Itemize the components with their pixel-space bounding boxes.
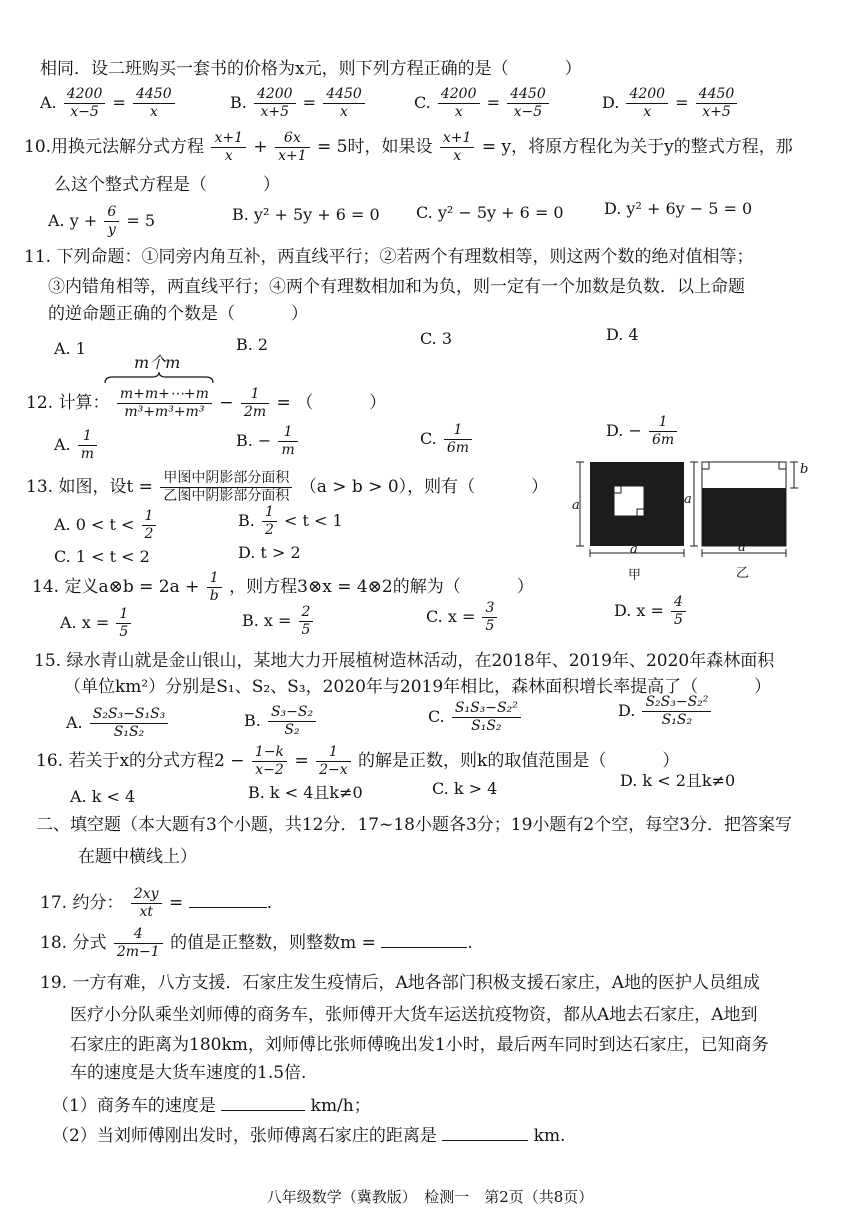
- q9-option-c: C. $\frac{4200}{x}$ = $\frac{4450}{x-5}$: [414, 86, 551, 121]
- q9-option-d: D. $\frac{4200}{x}$ = $\frac{4450}{x+5}$: [602, 86, 739, 121]
- q17: 17. 约分： $\frac{2xy}{xt}$ = .: [40, 886, 273, 920]
- q14-option-c: C. x = $\frac{3}{5}$: [426, 600, 499, 635]
- q13-figure: [570, 452, 830, 584]
- q19-line2: 医疗小分队乘坐刘师傅的商务车，张师傅开大货车运送抗疫物资，都从A地去石家庄，A地到: [70, 1005, 758, 1025]
- section2-heading-line2: 在题中横线上）: [78, 847, 197, 867]
- q15-option-d: D. $\frac{\text{S₂S₃−S₂²}}{\text{S₁S₂}}$: [618, 694, 713, 729]
- q11-line2: ③内错角相等，两直线平行；④两个有理数相加和为负，则一定有一个加数是负数．以上命题: [48, 277, 745, 297]
- q10-stem: 10.用换元法解分式方程 $\frac{x+1}{x}$ + $\frac{6x}{x+1}$ = 5时，如果设 $\frac{x+1}{x}$ = y，将原方程化为关于y的整式方程，那: [24, 130, 793, 164]
- q14-option-d: D. x = $\frac{4}{5}$: [614, 594, 688, 629]
- q11-option-a: A. 1: [54, 339, 86, 358]
- q13-option-d: D. t > 2: [238, 543, 301, 562]
- q19-line1: 19. 一方有难，八方支援．石家庄发生疫情后，A地各部门积极支援石家庄，A地的医护人员组成: [40, 973, 760, 993]
- q13-option-c: C. 1 < t < 2: [54, 547, 150, 566]
- q19-sub1-answer-blank[interactable]: [221, 1094, 305, 1111]
- q12-option-d: D. − $\frac{1}{6m}$: [606, 414, 679, 449]
- q15-option-b: B. $\frac{\text{S₃−S₂}}{\text{S₂}}$: [244, 704, 318, 739]
- q16-option-a: A. k < 4: [70, 787, 136, 806]
- q15-line2: （单位km²）分别是S₁、S₂、S₃，2020年与2019年相比，森林面积增长率提高了（ ）: [64, 677, 772, 697]
- q15-option-a: A. $\frac{\text{S₂S₃−S₁S₃}}{\text{S₁S₂}}$: [66, 706, 170, 741]
- q19-sub2: （2）当刘师傅刚出发时，张师傅离石家庄的距离是 km.: [52, 1126, 566, 1146]
- fig-jia-caption: 甲: [628, 568, 642, 583]
- fig-jia-side-label: a: [572, 498, 580, 513]
- q15-option-c: C. $\frac{\text{S₁S₃−S₂²}}{\text{S₁S₂}}$: [428, 700, 523, 735]
- q12-overbrace: [104, 372, 214, 384]
- q18: 18. 分式 $\frac{4}{2m-1}$ 的值是正整数，则整数m = .: [40, 926, 473, 960]
- q19-line4: 车的速度是大货车速度的1.5倍.: [70, 1063, 307, 1083]
- q19-sub1: （1）商务车的速度是 km/h；: [52, 1096, 371, 1116]
- q9-stem: 相同．设二班购买一套书的价格为x元，则下列方程正确的是（ ）: [40, 59, 582, 79]
- q9-option-a: A. $\frac{4200}{x-5}$ = $\frac{4450}{x}$: [40, 86, 177, 121]
- q9-option-b: B. $\frac{4200}{x+5}$ = $\frac{4450}{x}$: [230, 86, 367, 121]
- q10-option-b: B. y² + 5y + 6 = 0: [232, 205, 380, 224]
- fig-yi-caption: 乙: [736, 566, 750, 581]
- q16-option-b: B. k < 4且k≠0: [248, 783, 363, 802]
- q16-stem: 16. 若关于x的分式方程2 − $\frac{1-k}{x-2}$ = $\frac{1}{2-x}$ 的解是正数，则k的取值范围是（ ）: [36, 744, 680, 778]
- q16-option-d: D. k < 2且k≠0: [620, 771, 736, 790]
- q19-sub2-answer-blank[interactable]: [442, 1124, 528, 1141]
- q12-option-a: A. $\frac{1}{m}$: [54, 428, 99, 463]
- q11-option-c: C. 3: [420, 329, 453, 348]
- fig-yi-b-label: b: [800, 462, 809, 477]
- q12-option-b: B. − $\frac{1}{m}$: [236, 424, 300, 459]
- q10-stem-line2: 么这个整式方程是（ ）: [54, 175, 280, 195]
- q11-line1: 11. 下列命题：①同旁内角互补，两直线平行；②若两个有理数相等，则这两个数的绝对值相等；: [24, 247, 754, 267]
- q10-option-c: C. y² − 5y + 6 = 0: [416, 203, 564, 222]
- fig-yi-side-label: a: [684, 492, 692, 507]
- q13-option-a: A. 0 < t < $\frac{1}{2}$: [54, 508, 158, 543]
- q10-option-d: D. y² + 6y − 5 = 0: [604, 199, 753, 218]
- q14-option-b: B. x = $\frac{2}{5}$: [242, 604, 315, 639]
- q14-stem: 14. 定义a⊗b = 2a + $\frac{1}{b}$ ，则方程3⊗x = 4⊗2的解为（ ）: [32, 570, 534, 604]
- q12-stem: 12. 计算： $\frac{m+m+\cdots+m}{\text{m³+m³+m³}}$ − $\frac{1}{2m}$ = （ ）: [26, 386, 387, 420]
- q16-option-c: C. k > 4: [432, 779, 498, 798]
- q11-line3: 的逆命题正确的个数是（ ）: [48, 304, 308, 324]
- q19-line3: 石家庄的距离为180km，刘师傅比张师傅晚出发1小时，最后两车同时到达石家庄，已知商务: [70, 1035, 769, 1055]
- q12-brace-label: m个m: [134, 353, 181, 372]
- q18-answer-blank[interactable]: [381, 931, 467, 948]
- q13-stem: 13. 如图，设t = $\frac{\text{甲图中阴影部分面积}}{\text{乙图中阴影部分面积}}$ （a > b > 0），则有（ ）: [26, 470, 549, 504]
- q10-option-a: A. y + $\frac{6}{y}$ = 5: [48, 204, 156, 238]
- section2-heading: 二、填空题（本大题有3个小题，共12分．17~18小题各3分；19小题有2个空，每空3分．把答案写: [36, 815, 793, 835]
- q13-option-b: B. $\frac{1}{2}$ < t < 1: [238, 504, 343, 538]
- q12-option-c: C. $\frac{1}{6m}$: [420, 422, 474, 457]
- q17-answer-blank[interactable]: [189, 891, 267, 908]
- q15-line1: 15. 绿水青山就是金山银山，某地大力开展植树造林活动，在2018年、2019年、2020年森林面积: [34, 651, 775, 671]
- q11-option-b: B. 2: [236, 335, 269, 354]
- fig-yi-bottom-label: a: [738, 540, 746, 555]
- fig-jia-bottom-label: a: [630, 542, 638, 557]
- q11-option-d: D. 4: [606, 325, 639, 344]
- q14-option-a: A. x = $\frac{1}{5}$: [60, 606, 133, 641]
- page-footer: 八年级数学（冀教版） 检测一 第2页（共8页）: [266, 1188, 594, 1206]
